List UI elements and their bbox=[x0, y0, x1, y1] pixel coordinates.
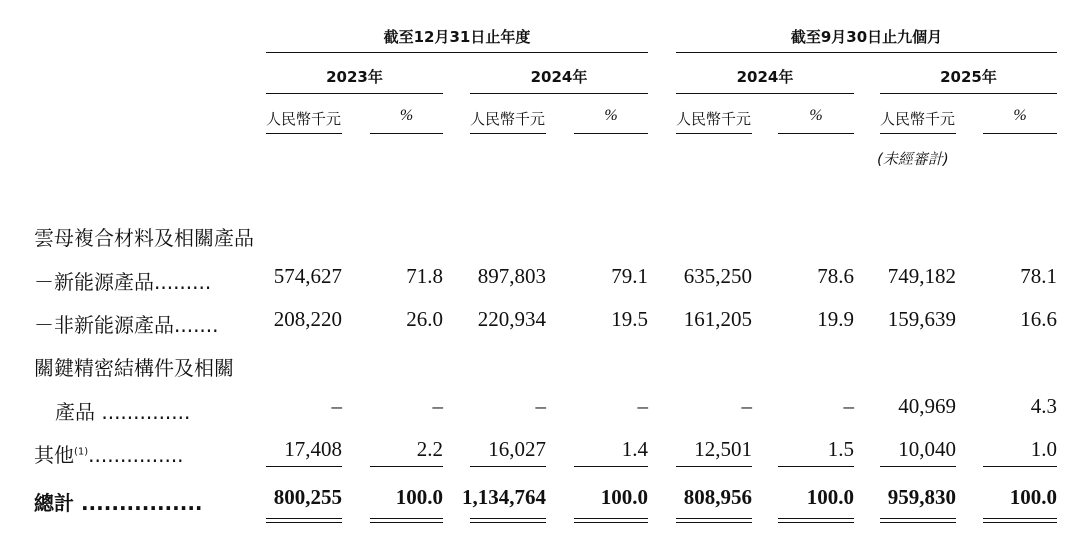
total-double-rule bbox=[983, 518, 1057, 523]
cell-value-total: 100.0 bbox=[395, 485, 443, 509]
cell-value: 79.1 bbox=[611, 264, 648, 288]
unit-rule bbox=[266, 133, 342, 134]
cell-value: 208,220 bbox=[273, 307, 342, 331]
year-header-2023: 2023年 bbox=[326, 68, 383, 86]
unit-pct-2024-9m: % bbox=[809, 107, 823, 124]
cell-value: – bbox=[843, 394, 854, 418]
unit-pct-2024-fy: % bbox=[604, 107, 618, 124]
row-label-precision-products: 產品 .............. bbox=[55, 400, 191, 424]
cell-value: 220,934 bbox=[477, 307, 546, 331]
unit-rule bbox=[470, 133, 546, 134]
cell-value: – bbox=[535, 394, 546, 418]
total-double-rule bbox=[370, 518, 443, 523]
cell-value: 1.5 bbox=[827, 437, 854, 461]
unit-rule bbox=[370, 133, 443, 134]
unit-rule bbox=[880, 133, 956, 134]
cell-value: 10,040 bbox=[898, 437, 956, 461]
cell-value: – bbox=[637, 394, 648, 418]
cell-value: 19.9 bbox=[817, 307, 854, 331]
cell-value: 161,205 bbox=[683, 307, 752, 331]
unit-rmb-2023: 人民幣千元 bbox=[266, 110, 342, 128]
subtotal-rule bbox=[983, 466, 1057, 467]
cell-value: – bbox=[432, 394, 443, 418]
section-title-precision: 關鍵精密結構件及相關 bbox=[34, 356, 234, 380]
cell-value: 78.6 bbox=[817, 264, 854, 288]
cell-value: 26.0 bbox=[406, 307, 443, 331]
cell-value-total: 100.0 bbox=[600, 485, 648, 509]
subtotal-rule bbox=[880, 466, 956, 467]
total-double-rule bbox=[266, 518, 342, 523]
cell-value: 635,250 bbox=[683, 264, 752, 288]
group-header-nine-months: 截至9月30日止九個月 bbox=[790, 28, 943, 46]
cell-value-total: 100.0 bbox=[806, 485, 854, 509]
cell-value-total: 800,255 bbox=[273, 485, 342, 509]
unit-rmb-2025: 人民幣千元 bbox=[880, 110, 956, 128]
unit-pct-2025: % bbox=[1013, 107, 1027, 124]
row-label-total: 總計 ................ bbox=[34, 491, 203, 515]
cell-value: 1.0 bbox=[1030, 437, 1057, 461]
unit-rmb-2024-9m: 人民幣千元 bbox=[676, 110, 752, 128]
cell-value: 71.8 bbox=[406, 264, 443, 288]
unit-rule bbox=[983, 133, 1057, 134]
cell-value: 19.5 bbox=[611, 307, 648, 331]
subtotal-rule bbox=[266, 466, 342, 467]
cell-value: 16.6 bbox=[1020, 307, 1057, 331]
total-double-rule bbox=[470, 518, 546, 523]
cell-value: 574,627 bbox=[273, 264, 342, 288]
cell-value: 78.1 bbox=[1020, 264, 1057, 288]
cell-value: 17,408 bbox=[284, 437, 342, 461]
unit-pct-2023: % bbox=[399, 107, 414, 124]
total-double-rule bbox=[880, 518, 956, 523]
unit-rmb-2024-fy: 人民幣千元 bbox=[470, 110, 546, 128]
year-rule-2024-fy bbox=[470, 93, 648, 94]
unaudited-note: (未經審計) bbox=[877, 150, 949, 168]
cell-value: 16,027 bbox=[488, 437, 546, 461]
group-rule-nine-months bbox=[676, 52, 1057, 53]
year-header-2024-9m: 2024年 bbox=[736, 68, 794, 86]
total-double-rule bbox=[574, 518, 648, 523]
footnote-marker: (1) bbox=[74, 446, 89, 458]
cell-value-total: 100.0 bbox=[1009, 485, 1057, 509]
cell-value: 2.2 bbox=[416, 437, 443, 461]
subtotal-rule bbox=[574, 466, 648, 467]
year-rule-2025 bbox=[880, 93, 1057, 94]
unit-rule bbox=[676, 133, 752, 134]
cell-value: 4.3 bbox=[1030, 394, 1057, 418]
subtotal-rule bbox=[470, 466, 546, 467]
cell-value-total: 1,134,764 bbox=[462, 485, 546, 509]
group-header-fiscal-year: 截至12月31日止年度 bbox=[383, 28, 531, 46]
cell-value: 40,969 bbox=[898, 394, 956, 418]
cell-value: – bbox=[331, 394, 342, 418]
cell-value-total: 959,830 bbox=[887, 485, 956, 509]
row-label-others bbox=[34, 439, 184, 468]
year-rule-2024-9m bbox=[676, 93, 854, 94]
cell-value: 12,501 bbox=[694, 437, 752, 461]
cell-value: 749,182 bbox=[887, 264, 956, 288]
section-title-mica: 雲母複合材料及相關產品 bbox=[34, 226, 254, 250]
year-header-2025: 2025年 bbox=[940, 68, 997, 86]
others-leader-dots: ............... bbox=[88, 443, 184, 467]
cell-value: – bbox=[741, 394, 752, 418]
row-label-new-energy: －新能源產品......... bbox=[34, 270, 212, 294]
cell-value-total: 808,956 bbox=[683, 485, 752, 509]
subtotal-rule bbox=[778, 466, 854, 467]
year-rule-2023 bbox=[266, 93, 443, 94]
unit-rule bbox=[574, 133, 648, 134]
cell-value: 159,639 bbox=[887, 307, 956, 331]
others-label-text: 其他 bbox=[34, 443, 74, 467]
group-rule-fiscal-year bbox=[266, 52, 648, 53]
year-header-2024-fy: 2024年 bbox=[530, 68, 588, 86]
cell-value: 1.4 bbox=[621, 437, 648, 461]
row-label-non-new-energy: －非新能源產品....... bbox=[34, 313, 219, 337]
cell-value: 897,803 bbox=[477, 264, 546, 288]
subtotal-rule bbox=[676, 466, 752, 467]
total-double-rule bbox=[676, 518, 752, 523]
unit-rule bbox=[778, 133, 854, 134]
subtotal-rule bbox=[370, 466, 443, 467]
total-double-rule bbox=[778, 518, 854, 523]
